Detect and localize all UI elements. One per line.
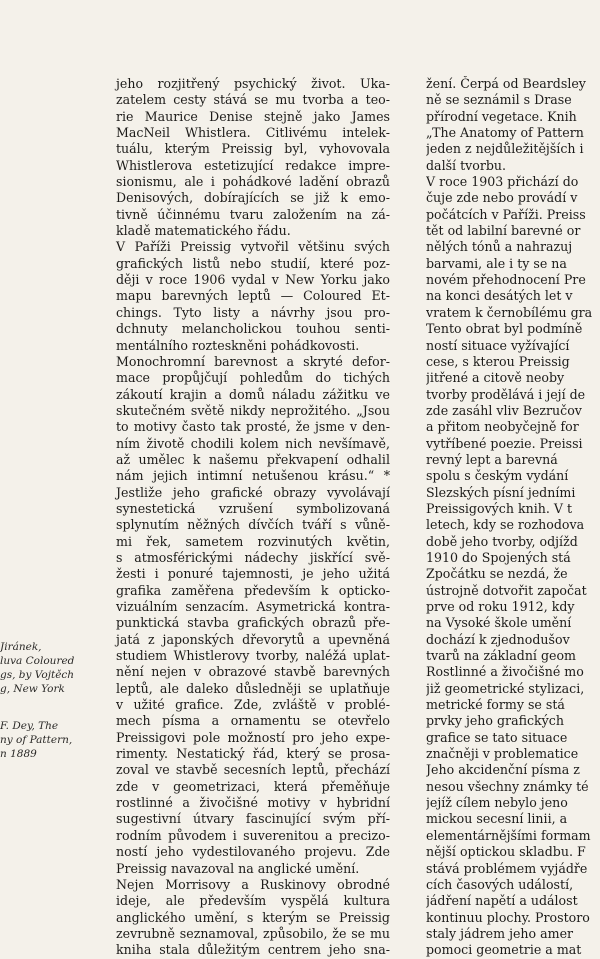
text-line: tvarů na základní geom bbox=[426, 648, 576, 664]
text-line: Zpočátku se nezdá, že bbox=[426, 566, 568, 582]
text-line: spolu s českým vydání bbox=[426, 468, 569, 484]
text-line: pomoci geometrie a mat bbox=[426, 942, 582, 958]
text-line: Preissigových knih. V t bbox=[426, 500, 573, 516]
text-line: splynutím něžných dívčích tváří s vůně- bbox=[116, 517, 390, 533]
text-line: skutečném světě nikdy neprožitého. „Jsou bbox=[116, 402, 390, 418]
text-line: čuje zde nebo provádí v bbox=[426, 190, 578, 206]
text-line: Preissig navazoval na anglické umění. bbox=[116, 860, 360, 876]
text-line: tvorby prodělává i její de bbox=[426, 386, 586, 402]
text-line: grafika zaměřena především k opticko- bbox=[116, 582, 390, 598]
text-line: mentálního rozteskněni pohádkovosti. bbox=[116, 337, 360, 353]
text-line: V Paříži Preissig vytvořil většinu svých bbox=[116, 239, 390, 255]
text-line: kniha stala důležitým centrem jeho sna- bbox=[116, 942, 390, 958]
text-line: stává problémem vyjádře bbox=[426, 860, 588, 876]
caption-line: F. Dey, The bbox=[0, 720, 59, 732]
text-line: mapu barevných leptů — Coloured Et- bbox=[116, 288, 390, 304]
text-line: ideje, ale především vyspělá kultura bbox=[116, 893, 390, 909]
caption-line: g, New York bbox=[0, 683, 65, 695]
text-line: Rostlinné a živočišné mo bbox=[426, 664, 584, 680]
text-line: ností jeho vydestilovaného projevu. Zde bbox=[116, 844, 390, 860]
text-line: tivně účinnému tvaru založením na zá- bbox=[116, 206, 390, 222]
text-line: na konci desátých let v bbox=[426, 288, 573, 304]
text-line: Denisových, dobírajících se již k emo- bbox=[116, 190, 390, 206]
text-line: grafických listů nebo studií, které poz- bbox=[116, 255, 390, 271]
text-line: již geometrické stylizaci, bbox=[426, 680, 585, 696]
right-text-column bbox=[426, 76, 600, 959]
text-line: mickou secesní linii, a bbox=[426, 811, 568, 827]
text-line: 1910 do Spojených stá bbox=[426, 549, 571, 565]
text-line: jatá z japonských dřevorytů a upevněná bbox=[116, 631, 390, 647]
text-line: V roce 1903 přichází do bbox=[426, 174, 579, 190]
caption-line: n 1889 bbox=[0, 748, 37, 760]
text-line: Whistlerova estetizující redakce impre- bbox=[116, 157, 390, 173]
caption-line: gs, by Vojtěch bbox=[0, 669, 75, 681]
text-line: rimenty. Nestatický řád, který se prosa- bbox=[116, 746, 390, 762]
text-line: tět od labilní barevné or bbox=[426, 223, 581, 239]
text-line: a přitom neobyčejně for bbox=[426, 419, 579, 435]
figure-caption-2 bbox=[0, 719, 96, 761]
text-line: Jestliže jeho grafické obrazy vyvolávají bbox=[116, 484, 390, 500]
text-line: zákoutí krajin a domů náladu zážitku ve bbox=[116, 386, 390, 402]
text-line: ději v roce 1906 vydal v New Yorku jako bbox=[116, 272, 390, 288]
text-line: zde zasáhl vliv Bezručov bbox=[426, 402, 582, 418]
text-line: sugestivní útvary fascinující svým pří- bbox=[116, 811, 390, 827]
text-line: Nejen Morrisovy a Ruskinovy obrodné bbox=[116, 876, 390, 892]
text-line: zoval ve stavbě secesních leptů, přechází bbox=[116, 762, 390, 778]
text-line: žení. Čerpá od Beardsley bbox=[426, 76, 586, 91]
text-line: ností situace vyžívající bbox=[426, 337, 570, 353]
text-line: Tento obrat byl podmíně bbox=[426, 321, 583, 337]
text-line: jeho rozjitřený psychický život. Uka- bbox=[116, 76, 390, 91]
text-line: Jeho akcidenční písma z bbox=[426, 762, 580, 778]
text-line: mace propůjčují pohledům do tichých bbox=[116, 370, 390, 386]
text-line: nění nejen v obrazové stavbě barevných bbox=[116, 664, 390, 680]
text-line: staly jádrem jeho amer bbox=[426, 925, 574, 941]
text-line: prve od roku 1912, kdy bbox=[426, 599, 575, 614]
text-line: vytříbené poezie. Preissi bbox=[426, 435, 583, 451]
text-line: anglického umění, s kterým se Preissig bbox=[116, 909, 390, 925]
text-line: Monochromní barevnost a skryté defor- bbox=[116, 353, 390, 369]
text-line: chings. Tyto listy a návrhy jsou pro- bbox=[116, 304, 390, 320]
caption-line: Jiránek, bbox=[0, 641, 42, 653]
text-line: nělých tónů a nahrazuj bbox=[426, 239, 573, 255]
text-line: nám jejich intimní netušenou krásu.“ * bbox=[116, 468, 390, 484]
text-line: s atmosférickými nádechy jiskřící svě- bbox=[116, 549, 390, 565]
text-line: mi řek, sametem rozvinutých květin, bbox=[116, 533, 390, 549]
text-line: sionismu, ale i pohádkové ladění obrazů bbox=[116, 174, 390, 190]
text-line: nesou všechny známky té bbox=[426, 778, 589, 794]
text-line: jádření napětí a událost bbox=[426, 893, 578, 909]
text-line: jitřené a citově neoby bbox=[426, 370, 565, 386]
text-line: mech písma a ornamentu se otevřelo bbox=[116, 713, 390, 729]
text-line: nější optickou skladbu. F bbox=[426, 844, 586, 860]
main-text-column bbox=[116, 76, 390, 959]
text-line: Preissigovi pole možností pro jeho expe- bbox=[116, 729, 390, 745]
text-line: rodním původem i suverenitou a precizo- bbox=[116, 827, 390, 843]
text-line: počátcích v Paříži. Preiss bbox=[426, 206, 586, 222]
text-line: metrické formy se stá bbox=[426, 697, 565, 713]
text-line: leptů, ale daleko důsledněji se uplatňuje bbox=[116, 680, 390, 696]
text-line: na Vysoké škole umění bbox=[426, 615, 572, 631]
text-line: tuálu, kterým Preissig byl, vyhovovala bbox=[116, 141, 390, 157]
text-line: zatelem cesty stává se mu tvorba a teo- bbox=[116, 92, 390, 108]
text-line: ústrojně dotvořit započat bbox=[426, 582, 587, 598]
text-line: až umělec k našemu překvapení odhalil bbox=[116, 451, 390, 467]
text-line: prvky jeho grafických bbox=[426, 713, 564, 729]
text-line: punktická stavba grafických obrazů pře- bbox=[116, 615, 390, 631]
text-line: zevrubně seznamoval, způsobilo, že se mu bbox=[116, 925, 390, 941]
text-line: barvami, ale i ty se na bbox=[426, 255, 567, 271]
text-line: žesti i ponuré tajemnosti, je jeho užitá bbox=[116, 566, 390, 582]
text-line: jeden z nejdůležitějších i bbox=[426, 141, 584, 157]
text-line: jejíž cílem nebylo jeno bbox=[426, 795, 568, 811]
text-line: cích časových událostí, bbox=[426, 876, 574, 892]
text-line: revný lept a barevná bbox=[426, 451, 558, 467]
caption-line: ny of Pattern, bbox=[0, 734, 73, 746]
text-line: ně se seznámil s Drase bbox=[426, 92, 572, 108]
margin-captions bbox=[0, 0, 100, 900]
text-line: novém přehodnocení Pre bbox=[426, 272, 586, 288]
text-line: přírodní vegetace. Knih bbox=[426, 108, 577, 124]
text-line: to motivy často tak prosté, že jsme v den- bbox=[116, 419, 390, 435]
text-line: elementárnějšími formam bbox=[426, 827, 591, 843]
text-line: kontinuu plochy. Prostoro bbox=[426, 909, 590, 925]
text-line: grafice se tato situace bbox=[426, 729, 568, 745]
text-line: MacNeil Whistlera. Citlivému intelek- bbox=[116, 125, 390, 141]
text-line: letech, kdy se rozhodova bbox=[426, 517, 585, 533]
text-line: rie Maurice Denise stejně jako James bbox=[116, 108, 390, 124]
text-line: v užité grafice. Zde, zvláště v problé- bbox=[116, 697, 390, 713]
figure-caption-1 bbox=[0, 640, 96, 696]
text-line: cese, s kterou Preissig bbox=[426, 353, 570, 369]
text-line: synestetická vzrušení symbolizovaná bbox=[116, 500, 390, 516]
text-line: vizuálním senzacím. Asymetrická kontra- bbox=[116, 599, 390, 614]
text-line: kladě matematického řádu. bbox=[116, 223, 291, 239]
text-line: studiem Whistlerovy tvorby, naléžá uplat- bbox=[116, 648, 390, 664]
text-line: Slezských písní jedními bbox=[426, 484, 576, 500]
text-line: zde v geometrizaci, která přeměňuje bbox=[116, 778, 390, 794]
caption-line: luva Coloured bbox=[0, 655, 75, 667]
text-line: ním životě chodili kolem nich nevšímavě, bbox=[116, 435, 390, 451]
text-line: dchnuty melancholickou touhou senti- bbox=[116, 321, 390, 337]
text-line: dochází k zjednodušov bbox=[426, 631, 570, 647]
text-line: další tvorbu. bbox=[426, 157, 507, 173]
text-line: vratem k černobílému gra bbox=[426, 304, 593, 320]
text-line: době jeho tvorby, odjížd bbox=[426, 533, 578, 549]
text-line: rostlinné a živočišné motivy v hybridní bbox=[116, 795, 390, 811]
text-line: značněji v problematice bbox=[426, 746, 579, 762]
text-line: „The Anatomy of Pattern bbox=[426, 125, 584, 141]
